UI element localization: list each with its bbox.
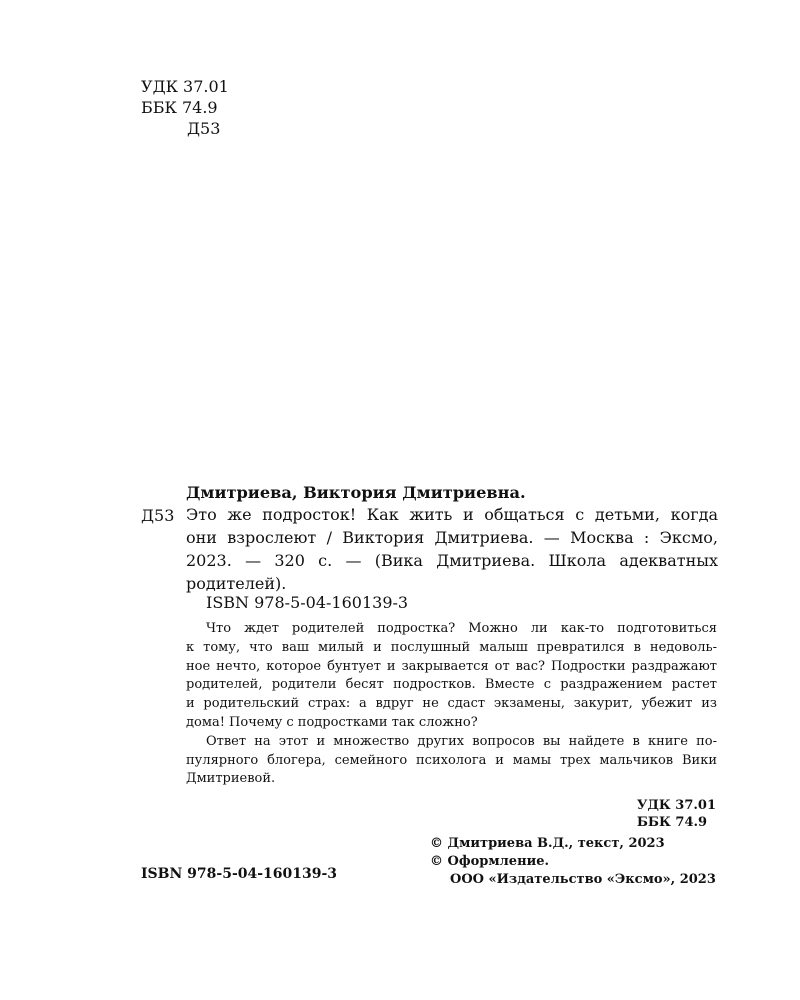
catalog-entry-author: Дмитриева, Виктория Дмитриевна. <box>186 483 526 502</box>
author-sign: Д53 <box>187 119 221 138</box>
catalog-entry-description <box>186 503 718 595</box>
catalog-entry-isbn: ISBN 978-5-04-160139-3 <box>206 593 409 612</box>
annotation-line: дома! Почему с подростками так сложно? <box>186 714 478 730</box>
copyright-block <box>430 835 716 889</box>
footer-classification-codes <box>637 797 716 831</box>
catalog-entry-sign: Д53 <box>141 506 175 525</box>
footer-udk-code: УДК 37.01 <box>636 798 716 813</box>
classification-codes <box>141 76 229 139</box>
copyright-line: © Оформление. <box>430 854 550 869</box>
description-line: Это же подросток! Как жить и общаться с детьми, когда <box>186 505 718 524</box>
copyright-line: © Дмитриева В.Д., текст, 2023 <box>430 836 665 851</box>
annotation-line: родителей, родители бесят подростков. Вместе с раздражением растет <box>186 677 717 693</box>
description-line: 2023. — 320 с. — (Вика Дмитриева. Школа адекватных <box>186 551 718 570</box>
annotation-line: и родительский страх: а вдруг не сдаст экзамены, закурит, убежит из <box>186 696 717 712</box>
annotation-line: пулярного блогера, семейного психолога и мамы трех мальчиков Вики <box>186 752 717 768</box>
copyright-line: ООО «Издательство «Эксмо», 2023 <box>450 872 716 887</box>
description-line: родителей). <box>186 574 287 593</box>
annotation-line: Ответ на этот и множество других вопросов вы найдете в книге по- <box>206 733 717 749</box>
annotation-line: Что ждет родителей подростка? Можно ли как-то подготовиться <box>206 621 717 636</box>
description-line: они взрослеют / Виктория Дмитриева. — Москва : Эксмо, <box>186 528 718 547</box>
udk-code: УДК 37.01 <box>141 77 229 96</box>
annotation-line: ное нечто, которое бунтует и закрывается от вас? Подростки раздражают <box>186 658 717 674</box>
bbk-code: ББК 74.9 <box>141 98 218 117</box>
footer-isbn: ISBN 978-5-04-160139-3 <box>141 866 338 882</box>
annotation-line: к тому, что ваш милый и послушный малыш превратился в недоволь- <box>186 639 717 655</box>
annotation <box>186 620 717 789</box>
footer-bbk-code: ББК 74.9 <box>636 815 708 830</box>
annotation-line: Дмитриевой. <box>186 771 276 787</box>
